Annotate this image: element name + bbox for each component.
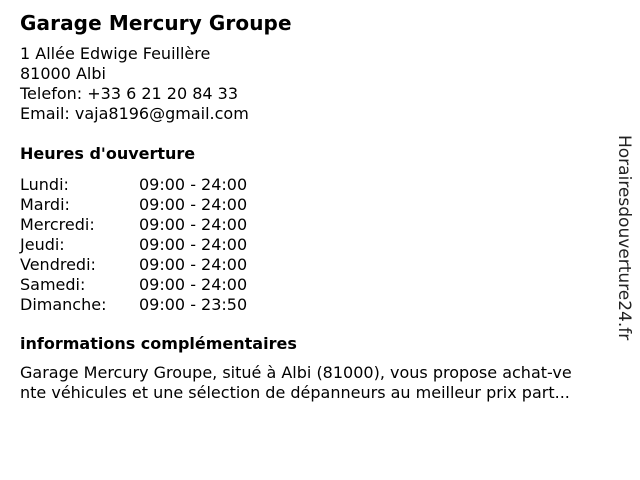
day-label: Mardi: <box>20 195 70 214</box>
time-range: 09:00 - 24:00 <box>139 195 248 214</box>
time-range: 09:00 - 24:00 <box>139 275 248 294</box>
business-card <box>20 10 620 403</box>
time-range: 09:00 - 24:00 <box>139 175 248 194</box>
hours-row-thursday <box>20 235 620 255</box>
hours-row-sunday <box>20 295 620 315</box>
info-description-line: nte véhicules et une sélection de dépanneurs au meilleur prix part... <box>20 383 570 402</box>
time-range: 09:00 - 24:00 <box>139 255 248 274</box>
day-label: Dimanche: <box>20 295 107 314</box>
info-description-line: Garage Mercury Groupe, situé à Albi (81000), vous propose achat-ve <box>20 363 572 382</box>
info-title: informations complémentaires <box>20 334 297 353</box>
day-label: Mercredi: <box>20 215 95 234</box>
day-label: Vendredi: <box>20 255 96 274</box>
info-description <box>20 363 624 403</box>
hours-row-friday <box>20 255 620 275</box>
time-range: 09:00 - 24:00 <box>139 215 248 234</box>
business-name: Garage Mercury Groupe <box>20 11 292 35</box>
watermark-text: Horairesdouverture24.fr <box>614 135 634 341</box>
time-range: 09:00 - 23:50 <box>139 295 248 314</box>
hours-list <box>20 175 620 315</box>
phone-line: Telefon: +33 6 21 20 84 33 <box>20 84 239 103</box>
hours-row-wednesday <box>20 215 620 235</box>
time-range: 09:00 - 24:00 <box>139 235 248 254</box>
day-label: Lundi: <box>20 175 69 194</box>
day-label: Samedi: <box>20 275 86 294</box>
contact-block <box>20 44 620 124</box>
day-label: Jeudi: <box>20 235 65 254</box>
email-line: Email: vaja8196@gmail.com <box>20 104 249 123</box>
watermark <box>612 135 636 347</box>
address-city: 81000 Albi <box>20 64 106 83</box>
hours-row-monday <box>20 175 620 195</box>
hours-row-saturday <box>20 275 620 295</box>
hours-title: Heures d'ouverture <box>20 144 196 163</box>
address-street: 1 Allée Edwige Feuillère <box>20 44 211 63</box>
hours-row-tuesday <box>20 195 620 215</box>
